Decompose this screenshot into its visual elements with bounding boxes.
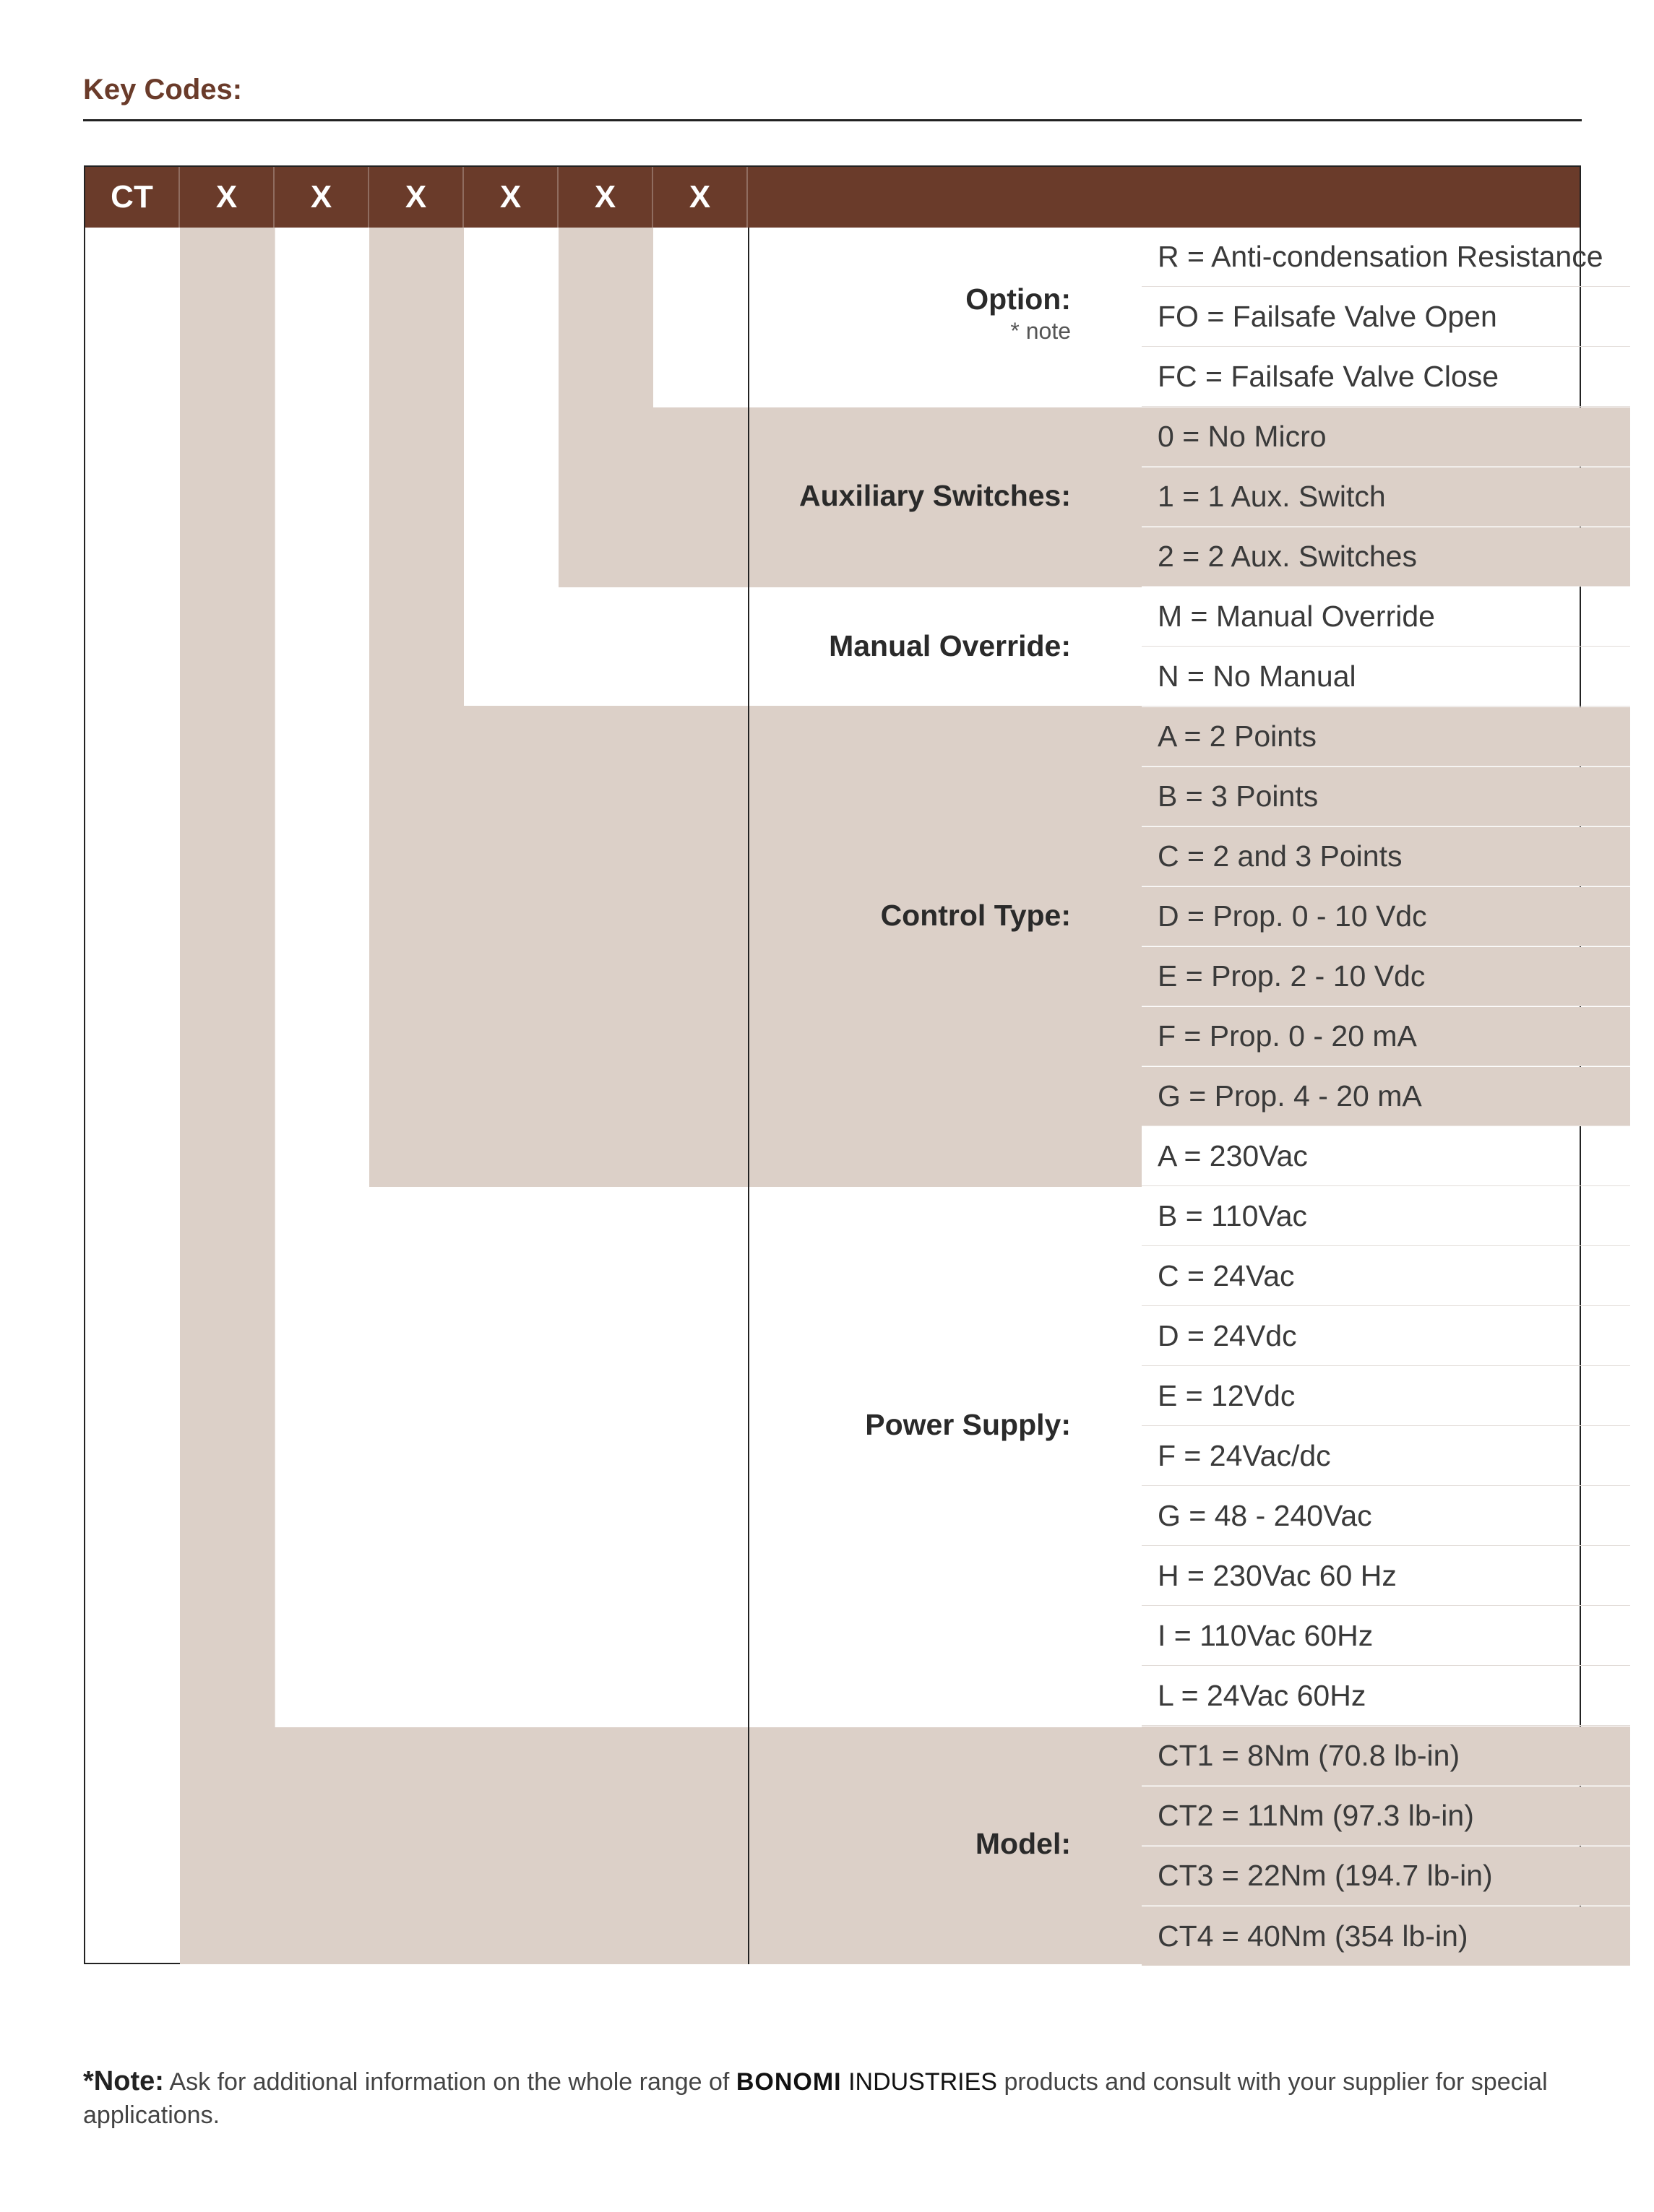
note-text-after: products and consult with your supplier for special applications. [83,2068,1548,2129]
option-item: E = Prop. 2 - 10 Vdc [1142,947,1630,1006]
control-type-row-shade [464,706,1142,1187]
key-codes-table [84,165,1603,1964]
option-item: CT1 = 8Nm (70.8 lb-in) [1142,1727,1630,1786]
option-item: CT4 = 40Nm (354 lb-in) [1142,1906,1630,1966]
option-item: L = 24Vac 60Hz [1142,1667,1630,1726]
option-item: I = 110Vac 60Hz [1142,1607,1630,1666]
option-item: G = 48 - 240Vac [1142,1487,1630,1546]
footer-note [83,2065,1572,2132]
option-item: E = 12Vdc [1142,1367,1630,1426]
control-type-column-shade [369,228,464,1187]
option-item: A = 2 Points [1142,707,1630,766]
header-cell-x1: X [180,167,275,228]
group-label-auxiliary-switches: Auxiliary Switches: [799,479,1071,512]
option-item: D = Prop. 0 - 10 Vdc [1142,887,1630,946]
option-item: C = 24Vac [1142,1247,1630,1306]
header-cell-x5: X [559,167,653,228]
note-label: *Note: [83,2066,164,2096]
option-item: G = Prop. 4 - 20 mA [1142,1067,1630,1126]
option-item: F = 24Vac/dc [1142,1427,1630,1486]
option-item: CT2 = 11Nm (97.3 lb-in) [1142,1787,1630,1846]
page-title: Key Codes: [83,74,243,105]
header-cell-x6: X [653,167,748,228]
option-item: 1 = 1 Aux. Switch [1142,467,1630,527]
group-label-model: Model: [975,1827,1071,1860]
model-column-shade [180,228,275,1964]
option-item: B = 3 Points [1142,767,1630,826]
group-label-control-type: Control Type: [880,899,1071,932]
group-label-manual-override: Manual Override: [829,629,1071,662]
header-cell-x4: X [464,167,559,228]
header-cell-x2: X [275,167,369,228]
option-item: 2 = 2 Aux. Switches [1142,527,1630,587]
option-item: M = Manual Override [1142,587,1630,647]
option-item: C = 2 and 3 Points [1142,827,1630,886]
option-note: * note [1010,318,1071,344]
header-cell-x3: X [369,167,464,228]
column-divider [748,228,749,1964]
option-label: Option: [965,282,1071,316]
brand-name-rest: INDUSTRIES [848,2068,997,2096]
option-item: N = No Manual [1142,647,1630,707]
brand-name-bold: BONOMI [736,2068,842,2096]
option-item: D = 24Vdc [1142,1307,1630,1366]
option-item: H = 230Vac 60 Hz [1142,1547,1630,1606]
option-item: CT3 = 22Nm (194.7 lb-in) [1142,1846,1630,1906]
option-item: FO = Failsafe Valve Open [1142,288,1630,347]
title-divider [83,119,1582,121]
header-cell-ct: CT [85,167,180,228]
aux-switch-column-shade [559,228,653,587]
option-item: R = Anti-condensation Resistance [1142,228,1630,287]
option-item: 0 = No Micro [1142,407,1630,467]
option-item: A = 230Vac [1142,1127,1630,1186]
group-label-power-supply: Power Supply: [865,1408,1071,1441]
note-text-before: Ask for additional information on the whole range of [169,2068,730,2096]
option-item: B = 110Vac [1142,1187,1630,1246]
option-item: FC = Failsafe Valve Close [1142,347,1630,407]
option-item: F = Prop. 0 - 20 mA [1142,1007,1630,1066]
group-label-option [965,282,1071,345]
